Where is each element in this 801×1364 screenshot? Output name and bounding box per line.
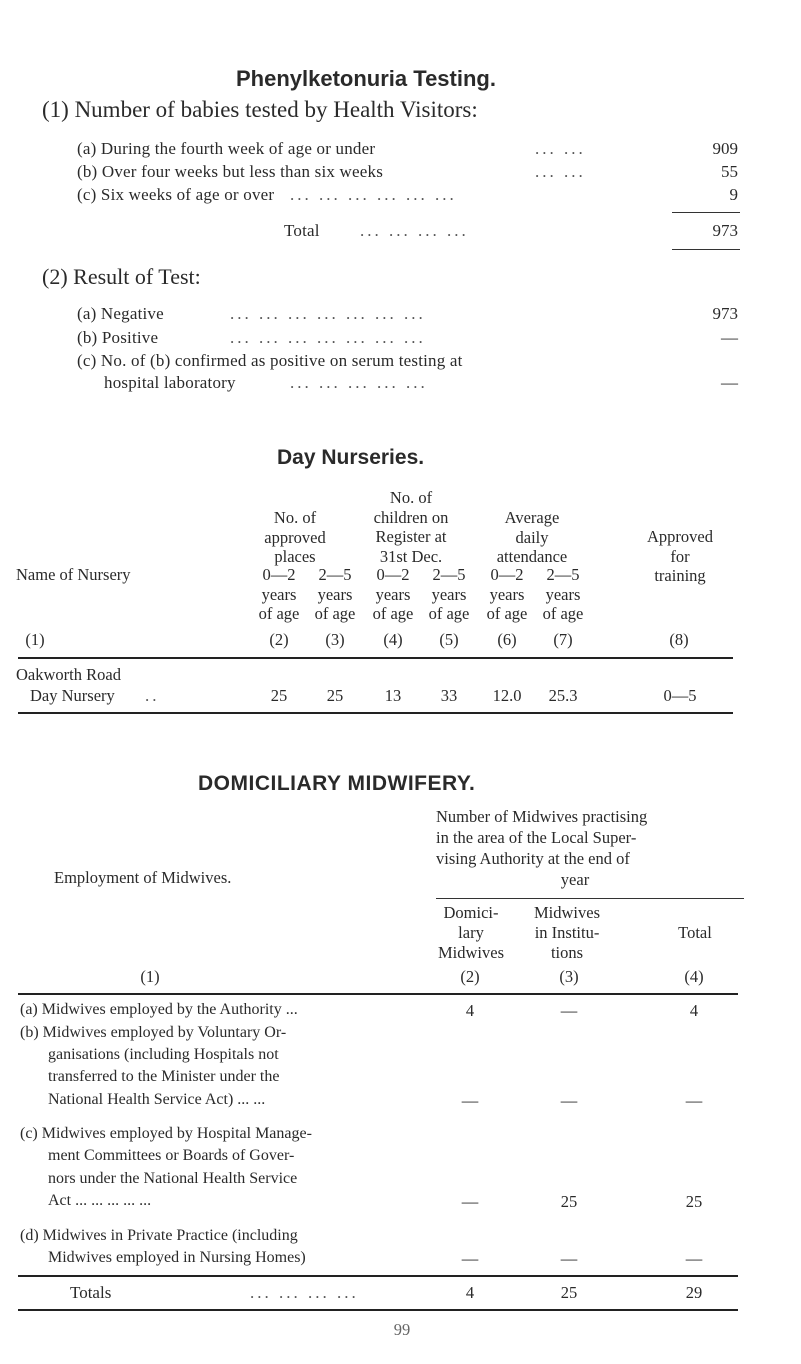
- age-years: years: [375, 584, 411, 604]
- midwifery-row-b-3: transferred to the Minister under the: [48, 1068, 280, 1085]
- nursery-val-8: 0—5: [663, 686, 697, 705]
- nursery-row-leader: ..: [145, 686, 160, 705]
- pku-item-a-value: 909: [712, 139, 738, 158]
- age-of-age: of age: [314, 604, 356, 623]
- nursery-bottom-rule: [18, 712, 733, 714]
- age-range: 2—5: [318, 565, 352, 584]
- midwifery-row-c-4: Act ... ... ... ... ...: [48, 1192, 152, 1209]
- midwifery-totals-rule: [18, 1275, 738, 1277]
- approved-line-1: Approved: [647, 527, 713, 546]
- midwifery-header-rule: [18, 993, 738, 995]
- midwifery-colnum-2: (2): [460, 967, 480, 986]
- midwifery-totals-label: Totals: [70, 1283, 112, 1302]
- nursery-val-4: 13: [384, 686, 402, 705]
- age-range: 0—2: [490, 565, 524, 584]
- midwifery-sub-total: Total: [678, 923, 712, 942]
- midwifery-colnum-4: (4): [684, 967, 704, 986]
- age-col-5: [478, 565, 536, 624]
- pku-item-c-value: 9: [729, 185, 738, 204]
- nursery-header-places: [250, 508, 340, 567]
- pku-section1-heading: (1) Number of babies tested by Health Visitors:: [42, 97, 478, 122]
- nurseries-title: Day Nurseries.: [277, 446, 425, 469]
- age-of-age: of age: [372, 604, 414, 623]
- age-col-3: [364, 565, 422, 624]
- pku-result-a-label: (a) Negative: [77, 304, 164, 323]
- nursery-colnum-1: (1): [25, 630, 45, 649]
- midwifery-row-a-inst: —: [560, 1001, 578, 1020]
- pku-total-value: 973: [712, 221, 738, 240]
- approved-line-2: for: [670, 546, 690, 566]
- midwifery-group-header: [436, 806, 754, 890]
- nursery-val-6: 12.0: [492, 686, 522, 705]
- midwifery-col1-header: Employment of Midwives.: [54, 868, 232, 887]
- places-line-1: No. of: [273, 508, 317, 527]
- nursery-colnum-7: (7): [553, 630, 573, 649]
- age-col-1: [250, 565, 308, 624]
- midwifery-row-b-4: National Health Service Act) ... ...: [48, 1091, 266, 1108]
- age-years: years: [317, 584, 353, 604]
- nursery-colnum-8: (8): [669, 630, 689, 649]
- places-line-3: places: [274, 547, 316, 566]
- midwifery-totals-inst: 25: [560, 1283, 578, 1302]
- age-of-age: of age: [486, 604, 528, 623]
- age-of-age: of age: [542, 604, 584, 623]
- pku-total-rule-top: [672, 212, 740, 213]
- midwifery-row-b-inst: —: [560, 1091, 578, 1110]
- pku-total-leader: ... ... ... ...: [360, 221, 469, 240]
- pku-item-b-value: 55: [721, 162, 738, 181]
- pku-item-a-label: (a) During the fourth week of age or under: [77, 139, 376, 158]
- attendance-line-2: daily: [515, 527, 549, 547]
- nursery-header-attendance: [476, 508, 588, 567]
- age-years: years: [489, 584, 525, 604]
- pku-total-label: Total: [284, 221, 320, 240]
- midwifery-colnum-1: (1): [140, 967, 160, 986]
- nursery-row-name-1: Oakworth Road: [16, 665, 121, 684]
- pku-item-b-label: (b) Over four weeks but less than six weeks: [77, 162, 384, 181]
- inst-line-1: Midwives: [534, 903, 600, 922]
- nursery-colnum-6: (6): [497, 630, 517, 649]
- pku-result-c-leader: ... ... ... ... ...: [290, 373, 428, 392]
- dom-line-2: lary: [458, 923, 484, 942]
- midwifery-row-c-1: (c) Midwives employed by Hospital Manage-: [20, 1125, 312, 1142]
- pku-item-a-leader: ... ...: [535, 139, 586, 158]
- midwifery-title: DOMICILIARY MIDWIFERY.: [198, 772, 476, 795]
- pku-item-b-leader: ... ...: [535, 162, 586, 181]
- group-line-2: in the area of the Local Super-: [436, 828, 637, 847]
- midwifery-sub-institutions: [512, 903, 622, 963]
- attendance-line-3: attendance: [496, 547, 568, 566]
- places-line-2: approved: [264, 527, 326, 547]
- nursery-val-5: 33: [440, 686, 458, 705]
- midwifery-bottom-rule: [18, 1309, 738, 1311]
- nursery-header-rule: [18, 657, 733, 659]
- age-range: 0—2: [262, 565, 296, 584]
- age-range: 2—5: [432, 565, 466, 584]
- nursery-header-register: [356, 488, 466, 566]
- page-number: 99: [393, 1320, 411, 1339]
- midwifery-row-c-2: ment Committees or Boards of Gover-: [48, 1147, 295, 1164]
- dom-line-3: Midwives: [438, 943, 504, 962]
- midwifery-totals-total: 29: [685, 1283, 703, 1302]
- midwifery-row-c-inst: 25: [560, 1192, 578, 1211]
- age-years: years: [261, 584, 297, 604]
- midwifery-row-c-total: 25: [685, 1192, 703, 1211]
- age-col-2: [306, 565, 364, 624]
- nursery-colnum-4: (4): [383, 630, 403, 649]
- nursery-val-2: 25: [270, 686, 288, 705]
- pku-item-c-leader: ... ... ... ... ... ...: [290, 185, 457, 204]
- register-line-2: children on: [373, 507, 449, 527]
- midwifery-row-c-dom: —: [461, 1192, 479, 1211]
- midwifery-row-d-2: Midwives employed in Nursing Homes): [48, 1249, 306, 1266]
- group-line-3: vising Authority at the end of: [436, 849, 630, 868]
- midwifery-row-d-dom: —: [461, 1249, 479, 1268]
- nursery-header-approved: [630, 527, 730, 586]
- pku-item-c-label: (c) Six weeks of age or over: [77, 185, 275, 204]
- approved-line-3: training: [654, 566, 706, 585]
- pku-result-c-line2: hospital laboratory: [104, 373, 236, 392]
- nursery-colnum-5: (5): [439, 630, 459, 649]
- register-line-3: Register at: [375, 527, 447, 546]
- nursery-colnum-2: (2): [269, 630, 289, 649]
- age-range: 0—2: [376, 565, 410, 584]
- inst-line-2: in Institu-: [534, 923, 600, 942]
- midwifery-sub-domiciliary: [424, 903, 518, 963]
- midwifery-totals-leader: ... ... ... ...: [250, 1283, 359, 1302]
- register-line-4: 31st Dec.: [379, 546, 443, 566]
- pku-result-a-value: 973: [712, 304, 738, 323]
- midwifery-row-a-dom: 4: [465, 1001, 475, 1020]
- inst-line-3: tions: [550, 943, 584, 962]
- midwifery-group-rule: [436, 898, 744, 899]
- pku-result-b-value: —: [721, 328, 738, 347]
- nursery-colnum-3: (3): [325, 630, 345, 649]
- pku-result-c-value: —: [721, 373, 738, 392]
- nursery-val-7: 25.3: [548, 686, 578, 705]
- pku-result-c-line1: (c) No. of (b) confirmed as positive on serum testing at: [77, 351, 463, 370]
- age-range: 2—5: [546, 565, 580, 584]
- midwifery-row-d-1: (d) Midwives in Private Practice (including: [20, 1227, 298, 1244]
- group-line-1: Number of Midwives practising: [436, 807, 648, 826]
- group-line-4: year: [560, 870, 590, 889]
- pku-result-a-leader: ... ... ... ... ... ... ...: [230, 304, 426, 323]
- pku-result-b-leader: ... ... ... ... ... ... ...: [230, 328, 426, 347]
- pku-total-rule-bottom: [672, 249, 740, 250]
- midwifery-row-b-1: (b) Midwives employed by Voluntary Or-: [20, 1024, 287, 1041]
- pku-title: Phenylketonuria Testing.: [236, 66, 496, 91]
- register-line-1: No. of: [389, 488, 433, 507]
- age-years: years: [545, 584, 581, 604]
- pku-section2-heading: (2) Result of Test:: [42, 264, 201, 289]
- age-of-age: of age: [428, 604, 470, 623]
- age-of-age: of age: [258, 604, 300, 623]
- age-col-6: [534, 565, 592, 624]
- midwifery-row-c-3: nors under the National Health Service: [48, 1170, 298, 1187]
- nursery-val-3: 25: [326, 686, 344, 705]
- midwifery-totals-dom: 4: [465, 1283, 475, 1302]
- midwifery-row-b-2: ganisations (including Hospitals not: [48, 1046, 279, 1063]
- midwifery-row-b-total: —: [685, 1091, 703, 1110]
- age-years: years: [431, 584, 467, 604]
- midwifery-colnum-3: (3): [559, 967, 579, 986]
- nursery-row-name-2: Day Nursery: [30, 686, 115, 705]
- midwifery-row-a-total: 4: [689, 1001, 699, 1020]
- pku-result-b-label: (b) Positive: [77, 328, 159, 347]
- midwifery-row-a: (a) Midwives employed by the Authority ...: [20, 1001, 298, 1018]
- age-col-4: [420, 565, 478, 624]
- nursery-header-name: Name of Nursery: [16, 565, 131, 584]
- attendance-line-1: Average: [504, 508, 560, 527]
- dom-line-1: Domici-: [443, 903, 499, 922]
- midwifery-row-d-inst: —: [560, 1249, 578, 1268]
- midwifery-row-d-total: —: [685, 1249, 703, 1268]
- midwifery-row-b-dom: —: [461, 1091, 479, 1110]
